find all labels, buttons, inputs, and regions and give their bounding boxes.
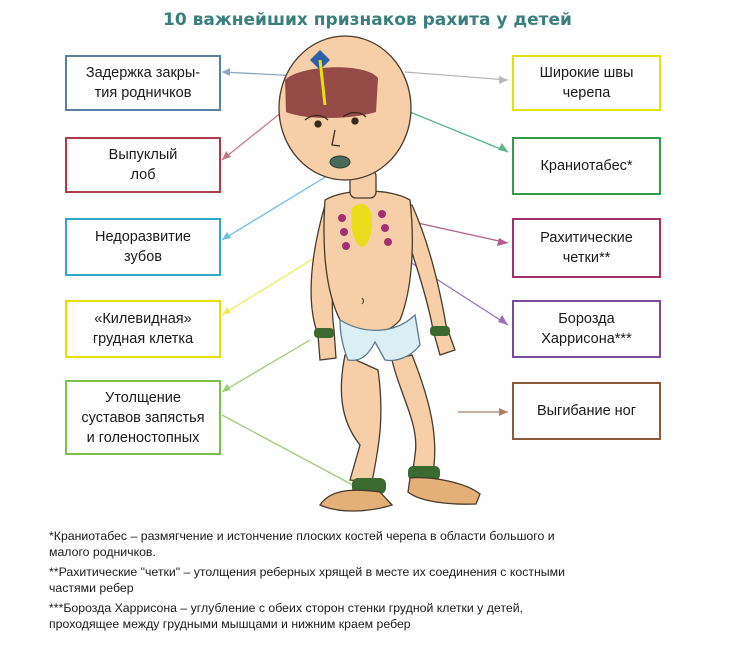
sign-joint-thickening: Утолщение суставов запястья и голеностопных — [65, 380, 221, 455]
sign-craniotabes: Краниотабес* — [512, 137, 661, 195]
rosary-bead — [342, 242, 350, 250]
sign-rachitic-rosary: Рахитические четки** — [512, 218, 661, 278]
right-wrist-band — [430, 326, 450, 336]
footnote-harrison: ***Борозда Харрисона – углубление с обеих сторон стенки грудной клетки у детей, проходящее между грудными мышцами и нижним краем ребер — [49, 601, 523, 631]
rosary-bead — [381, 224, 389, 232]
left-leg — [341, 355, 381, 482]
right-foot — [408, 478, 480, 505]
sign-teeth: Недоразвитие зубов — [65, 218, 221, 276]
sign-fontanelle-delay: Задержка закры- тия родничков — [65, 55, 221, 111]
right-pupil — [352, 118, 358, 124]
mouth — [330, 156, 350, 168]
rosary-bead — [378, 210, 386, 218]
sign-leg-bending: Выгибание ног — [512, 382, 661, 440]
footnote-craniotabes: *Краниотабес – размягчение и истончение плоских костей черепа в области большого и малого родничков. — [49, 529, 555, 559]
sign-harrison-groove: Борозда Харрисона*** — [512, 300, 661, 358]
left-foot — [320, 490, 392, 511]
footnote-rosary: **Рахитические "четки" – утолщения реберных хрящей в месте их соединения с костными частями ребер — [49, 565, 565, 595]
rosary-bead — [384, 238, 392, 246]
forehead-bulge-mark — [285, 67, 378, 118]
sign-convex-forehead: Выпуклый лоб — [65, 137, 221, 193]
rosary-bead — [338, 214, 346, 222]
page-title: 10 важнейших признаков рахита у детей — [163, 10, 572, 30]
footnotes — [49, 528, 729, 636]
sign-keel-chest: «Килевидная» грудная клетка — [65, 300, 221, 358]
rosary-bead — [340, 228, 348, 236]
sign-wide-sutures: Широкие швы черепа — [512, 55, 661, 111]
right-leg — [392, 355, 435, 478]
left-pupil — [315, 121, 321, 127]
left-wrist-band — [314, 328, 334, 338]
